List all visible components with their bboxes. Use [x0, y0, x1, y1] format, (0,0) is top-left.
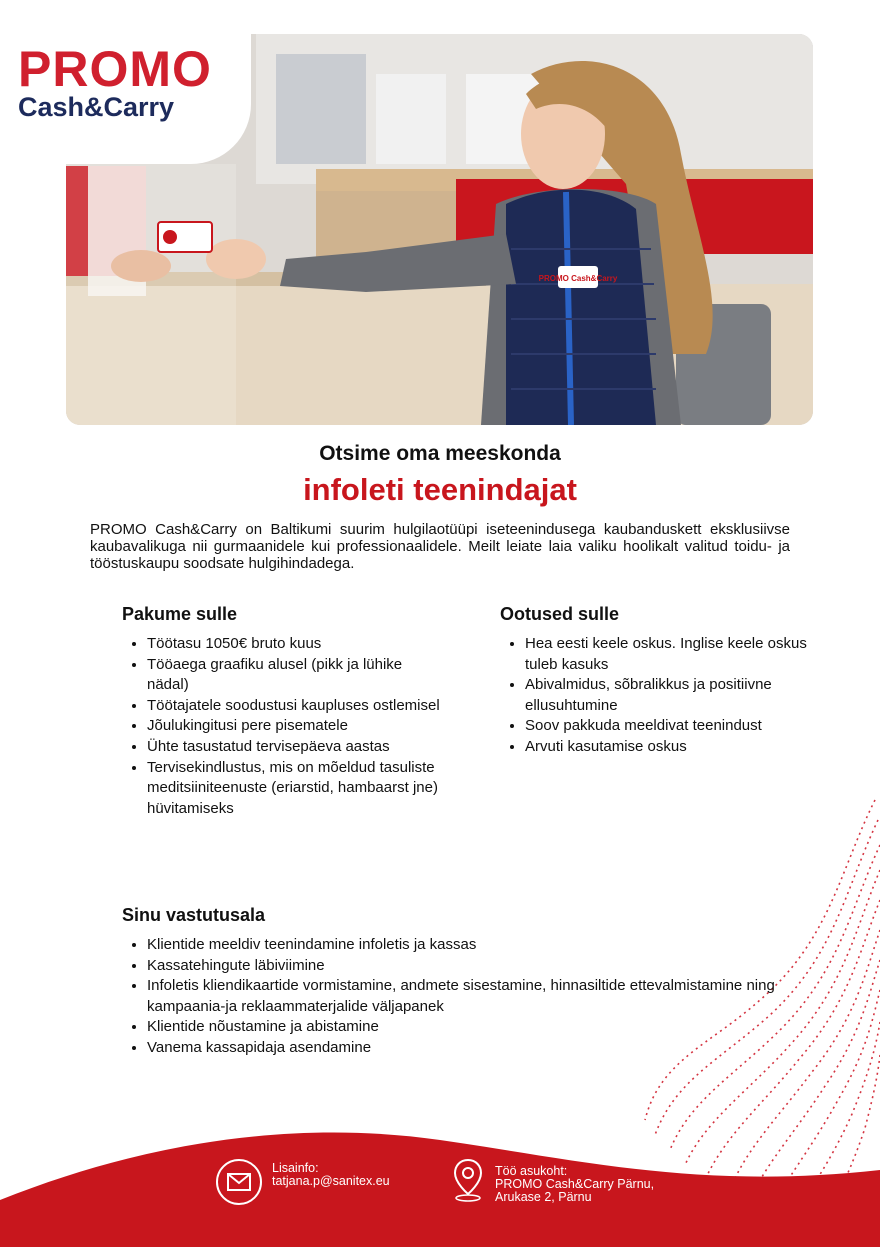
- expect-list: [500, 634, 825, 758]
- contact-block: [272, 1162, 390, 1188]
- list-item: • Klientide nõustamine ja abistamine: [147, 1017, 807, 1038]
- list-item: • Abivalmidus, sõbralikkus ja positiivne ellusuhtumine: [525, 675, 825, 716]
- list-item: • Tööaega graafiku alusel (pikk ja lühike nädal): [147, 655, 447, 696]
- intro-paragraph: PROMO Cash&Carry on Baltikumi suurim hulgilaotüüpi iseteenindusega kaubanduskett eksklusiivse kaubavalikuga nii gurmaanidele kui professionaalidele. Meilt leiate laia valiku hoolikalt valitud toidu- ja tööstuskaupu soodsate hulgihindadega.: [90, 521, 790, 572]
- contact-label: Lisainfo:: [272, 1161, 319, 1175]
- list-item: • Hea eesti keele oskus. Inglise keele oskus tuleb kasuks: [525, 634, 825, 675]
- logo-card: [0, 0, 251, 164]
- list-item: • Klientide meeldiv teenindamine infoletis ja kassas: [147, 935, 807, 956]
- list-item: • Kassatehingute läbiviimine: [147, 956, 807, 977]
- list-item: • Infoletis kliendikaartide vormistamine, andmete sisestamine, hinnasiltide ettevalmistamine ning kampaania-ja reklaammaterjalide väljapanek: [147, 976, 807, 1017]
- responsibility-list: [122, 935, 807, 1059]
- envelope-icon: [216, 1159, 262, 1205]
- offer-heading: Pakume sulle: [122, 604, 238, 624]
- logo-cashcarry-wordmark: Cash&Carry: [18, 92, 175, 122]
- expect-heading: Ootused sulle: [500, 604, 620, 624]
- list-item: • Tervisekindlustus, mis on mõeldud tasuliste meditsiiniteenuste (eriarstid, hambaarst jne) hüvitamiseks: [147, 758, 447, 820]
- page-title: infoleti teenindajat: [303, 472, 577, 507]
- location-block: [495, 1165, 654, 1204]
- list-item: • Soov pakkuda meeldivat teenindust: [525, 716, 825, 737]
- logo-promo-wordmark: PROMO: [18, 41, 212, 97]
- location-line-2: Arukase 2, Pärnu: [495, 1190, 592, 1204]
- map-pin-icon: [452, 1158, 484, 1207]
- contact-email[interactable]: tatjana.p@sanitex.eu: [272, 1174, 390, 1188]
- list-item: • Jõulukingitusi pere pisematele: [147, 716, 447, 737]
- list-item: • Arvuti kasutamise oskus: [525, 737, 825, 758]
- responsibility-heading: Sinu vastutusala: [122, 905, 266, 925]
- list-item: • Töötajatele soodustusi kaupluses ostlemisel: [147, 696, 447, 717]
- offer-list: [122, 634, 447, 819]
- vest-badge: PROMO Cash&Carry: [538, 274, 618, 283]
- list-item: • Ühte tasustatud tervisepäeva aastas: [147, 737, 447, 758]
- footer-band: [0, 1120, 880, 1247]
- location-line-1: PROMO Cash&Carry Pärnu,: [495, 1177, 655, 1191]
- page-subtitle: Otsime oma meeskonda: [319, 442, 561, 465]
- list-item: • Töötasu 1050€ bruto kuus: [147, 634, 447, 655]
- location-label: Töö asukoht:: [495, 1164, 568, 1178]
- list-item: • Vanema kassapidaja asendamine: [147, 1038, 807, 1059]
